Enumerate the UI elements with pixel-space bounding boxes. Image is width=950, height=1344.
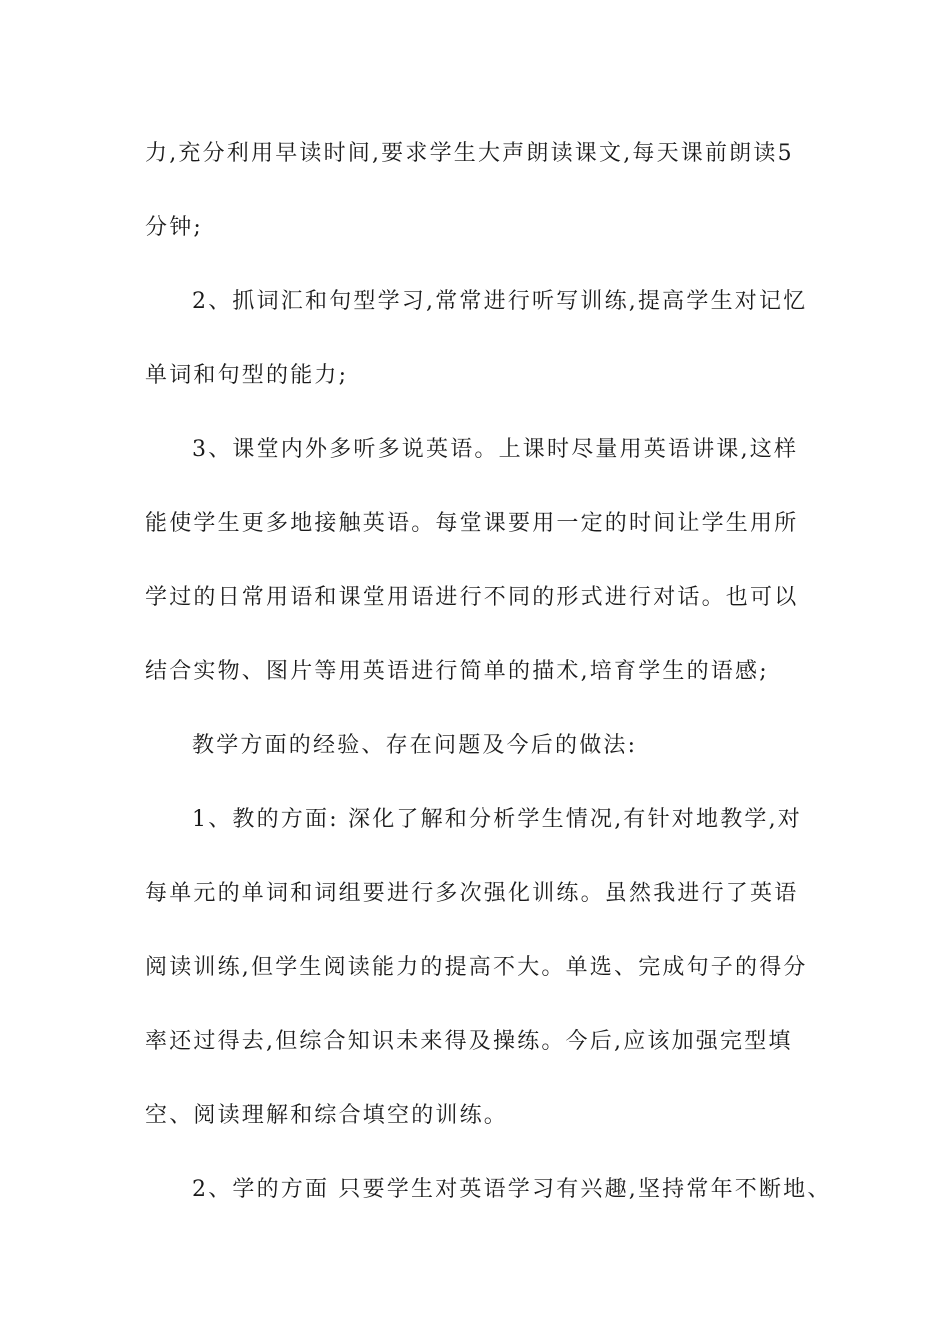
paragraph-start-line: 1、教的方面: 深化了解和分析学生情况,有针对地教学,对 [192,807,802,832]
text-line: 力,充分利用早读时间,要求学生大声朗读课文,每天课前朗读5 [145,141,794,166]
section-heading-line: 教学方面的经验、存在问题及今后的做法: [192,733,638,758]
text-line: 分钟; [145,215,204,240]
text-line: 空、阅读理解和综合填空的训练。 [145,1103,509,1128]
text-line: 结合实物、图片等用英语进行简单的描术,培育学生的语感; [145,659,769,684]
text-line: 每单元的单词和词组要进行多次强化训练。虽然我进行了英语 [145,881,799,906]
paragraph-start-line: 2、抓词汇和句型学习,常常进行听写训练,提高学生对记忆 [192,289,808,314]
text-line: 能使学生更多地接触英语。每堂课要用一定的时间让学生用所 [145,511,799,536]
text-line: 阅读训练,但学生阅读能力的提高不大。单选、完成句子的得分 [145,955,808,980]
text-line: 单词和句型的能力; [145,363,349,388]
text-line: 率还过得去,但综合知识未来得及操练。今后,应该加强完型填 [145,1029,793,1054]
text-line: 学过的日常用语和课堂用语进行不同的形式进行对话。也可以 [145,585,799,610]
paragraph-start-line: 3、课堂内外多听多说英语。上课时尽量用英语讲课,这样 [192,437,799,462]
paragraph-start-line: 2、学的方面 只要学生对英语学习有兴趣,坚持常年不断地、 [192,1177,832,1202]
